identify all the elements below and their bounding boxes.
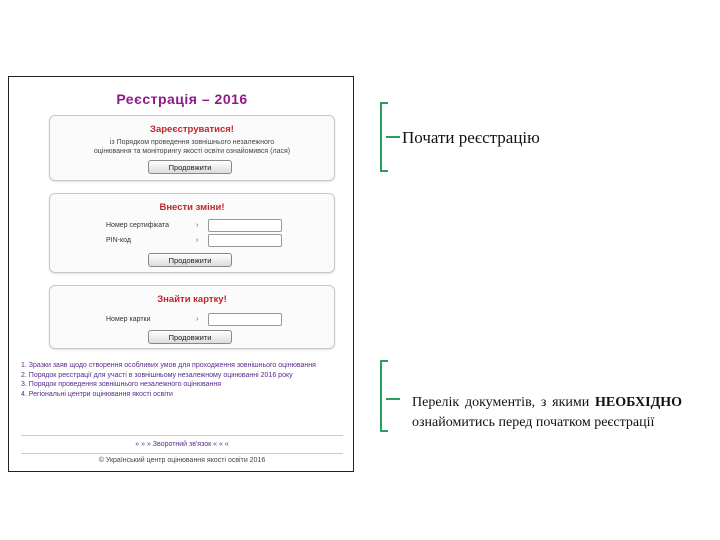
edit-continue-button[interactable]: Продовжити: [148, 253, 232, 267]
pin-label: PIN-код: [106, 237, 131, 244]
card-number-input[interactable]: [208, 313, 282, 326]
card-number-arrow-icon: ›: [196, 316, 199, 323]
registration-screenshot: [8, 76, 354, 472]
edit-card-title: Внести зміни!: [159, 202, 225, 213]
link-special-conditions[interactable]: 1. Зразки заяв щодо створення особливих умов для проходження зовнішнього оцінювання: [21, 362, 316, 369]
link-testing-procedure[interactable]: 3. Порядок проведення зовнішнього незалежного оцінювання: [21, 381, 222, 388]
bracket-bottom: [380, 360, 388, 432]
find-continue-button[interactable]: Продовжити: [148, 330, 232, 344]
note-documents-emphasis: НЕОБХІДНО: [595, 395, 682, 410]
certificate-label: Номер сертифіката: [106, 222, 170, 229]
bracket-bottom-tick: [386, 398, 400, 400]
pin-input[interactable]: [208, 234, 282, 247]
link-registration-procedure[interactable]: 2. Порядок реєстрації для участі в зовнішньому незалежному оцінюванні 2016 року: [21, 371, 293, 379]
feedback-link[interactable]: » » » Зворотний зв'язок « « «: [135, 441, 229, 448]
footer-divider: [21, 435, 343, 436]
note-documents-prefix: Перелік документів, з якими: [412, 395, 595, 410]
card-number-label: Номер картки: [106, 316, 151, 323]
register-agreement-line2: оцінювання та моніторингу якості освіти ознайомився (лася): [93, 148, 291, 155]
register-card-title: Зареєструватися!: [150, 124, 234, 135]
page-title: Реєстрація – 2016: [116, 91, 248, 107]
certificate-arrow-icon: ›: [196, 222, 199, 229]
certificate-input[interactable]: [208, 219, 282, 232]
edit-card: [49, 193, 335, 273]
find-card: [49, 285, 335, 349]
copyright: © Український центр оцінювання якості освіти 2016: [98, 457, 266, 464]
footer-divider-2: [21, 453, 343, 454]
register-card: [49, 115, 335, 181]
register-agreement-line1: із Порядком проведення зовнішнього незалежного: [109, 139, 275, 146]
note-start-registration: Почати реєстрацію: [402, 128, 540, 147]
note-documents: [412, 393, 682, 433]
register-continue-button[interactable]: Продовжити: [148, 160, 232, 174]
find-card-title: Знайти картку!: [157, 294, 227, 305]
link-regional-centers[interactable]: 4. Регіональні центри оцінювання якості освіти: [21, 390, 173, 398]
note-documents-suffix: ознайомитись перед початком реєстрації: [412, 415, 655, 430]
document-links: [21, 361, 346, 399]
bracket-top-tick: [386, 136, 400, 138]
pin-arrow-icon: ›: [196, 237, 199, 244]
